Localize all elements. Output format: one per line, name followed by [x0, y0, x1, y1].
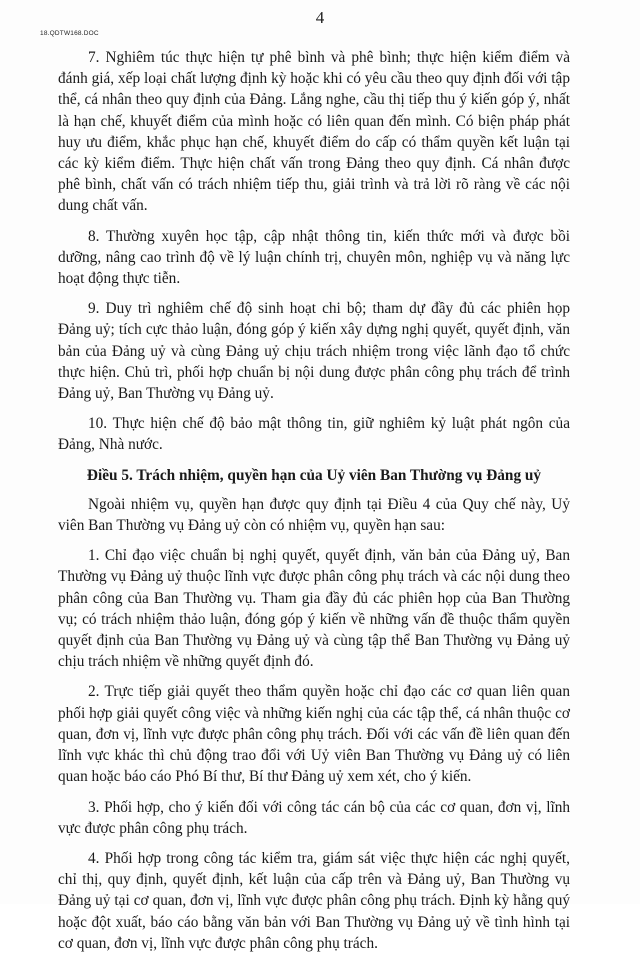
document-body	[58, 47, 570, 963]
paragraph-10: 10. Thực hiện chế độ bảo mật thông tin, giữ nghiêm kỷ luật phát ngôn của Đảng, Nhà nước.	[58, 415, 570, 454]
page-number: 4	[315, 8, 325, 27]
article-5-intro: Ngoài nhiệm vụ, quyền hạn được quy định tại Điều 4 của Quy chế này, Uỷ viên Ban Thường vụ Đảng uỷ còn có nhiệm vụ, quyền hạn sau:	[58, 495, 570, 535]
file-tag: 18.QDTW168.DOC	[40, 30, 99, 37]
paragraph-8: 8. Thường xuyên học tập, cập nhật thông tin, kiến thức mới và được bồi dưỡng, nâng cao trình độ về lý luận chính trị, chuyên môn, nghiệp vụ và năng lực hoạt động thực tiễn.	[58, 227, 570, 288]
paragraph-7: 7. Nghiêm túc thực hiện tự phê bình và phê bình; thực hiện kiểm điểm và đánh giá, xếp loại chất lượng định kỳ hoặc khi có yêu cầu theo quy định đối với tập thể, cá nhân theo quy định của Đảng. Lắng nghe, cầu thị tiếp thu ý kiến góp ý, nhất là hạn chế, khuyết điểm của mình hoặc có liên quan đến mình. Có biện pháp phát huy ưu điểm, khắc phục hạn chế, khuyết điểm do cấp có thẩm quyền kết luận tại các kỳ kiểm điểm. Thực hiện chất vấn trong Đảng theo quy định. Cá nhân được phê bình, chất vấn có trách nhiệm tiếp thu, giải trình và trả lời rõ ràng về các nội dung chất vấn.	[58, 49, 570, 215]
article-5-item-1: 1. Chỉ đạo việc chuẩn bị nghị quyết, quyết định, văn bản của Đảng uỷ, Ban Thường vụ Đảng uỷ thuộc lĩnh vực được phân công phụ trách và các nội dung theo phân công của Ban Thường vụ. Tham gia đầy đủ các phiên họp của Ban Thường vụ; có trách nhiệm thảo luận, đóng góp ý kiến về những vấn đề thuộc thẩm quyền quyết định của Ban Thường vụ Đảng uỷ và cùng tập thể Ban Thường vụ Đảng uỷ chịu trách nhiệm về những quyết định đó.	[58, 547, 570, 671]
paragraph-9: 9. Duy trì nghiêm chế độ sinh hoạt chi bộ; tham dự đầy đủ các phiên họp Đảng uỷ; tích cực thảo luận, đóng góp ý kiến xây dựng nghị quyết, quyết định, văn bản của Đảng uỷ và cùng Đảng uỷ chịu trách nhiệm trong việc lãnh đạo tổ chức thực hiện. Chủ trì, phối hợp chuẩn bị nội dung được phân công phụ trách để trình Đảng uỷ, Ban Thường vụ Đảng uỷ.	[58, 300, 570, 403]
article-5-item-3: 3. Phối hợp, cho ý kiến đối với công tác cán bộ của các cơ quan, đơn vị, lĩnh vực được phân công phụ trách.	[58, 798, 570, 837]
article-5-item-4: 4. Phối hợp trong công tác kiểm tra, giám sát việc thực hiện các nghị quyết, chỉ thị, quy định, quyết định, kết luận của cấp trên và Đảng uỷ, Ban Thường vụ Đảng uỷ tại cơ quan, đơn vị, lĩnh vực được phân công phụ trách. Định kỳ hằng quý hoặc đột xuất, báo cáo bằng văn bản với Ban Thường vụ Đảng uỷ về tình hình tại cơ quan, đơn vị, lĩnh vực được phân công phụ trách.	[58, 849, 570, 952]
article-5-item-2: 2. Trực tiếp giải quyết theo thẩm quyền hoặc chỉ đạo các cơ quan liên quan phối hợp giải quyết công việc và những kiến nghị của các tập thể, cá nhân thuộc cơ quan, đơn vị, lĩnh vực được phân công phụ trách. Đối với các vấn đề liên quan đến lĩnh vực khác thì chủ động trao đổi với Uỷ viên Ban Thường vụ Đảng uỷ có liên quan hoặc báo cáo Phó Bí thư, Bí thư Đảng uỷ xem xét, cho ý kiến.	[58, 683, 570, 786]
article-5-heading: Điều 5. Trách nhiệm, quyền hạn của Uỷ viên Ban Thường vụ Đảng uỷ	[86, 466, 542, 484]
